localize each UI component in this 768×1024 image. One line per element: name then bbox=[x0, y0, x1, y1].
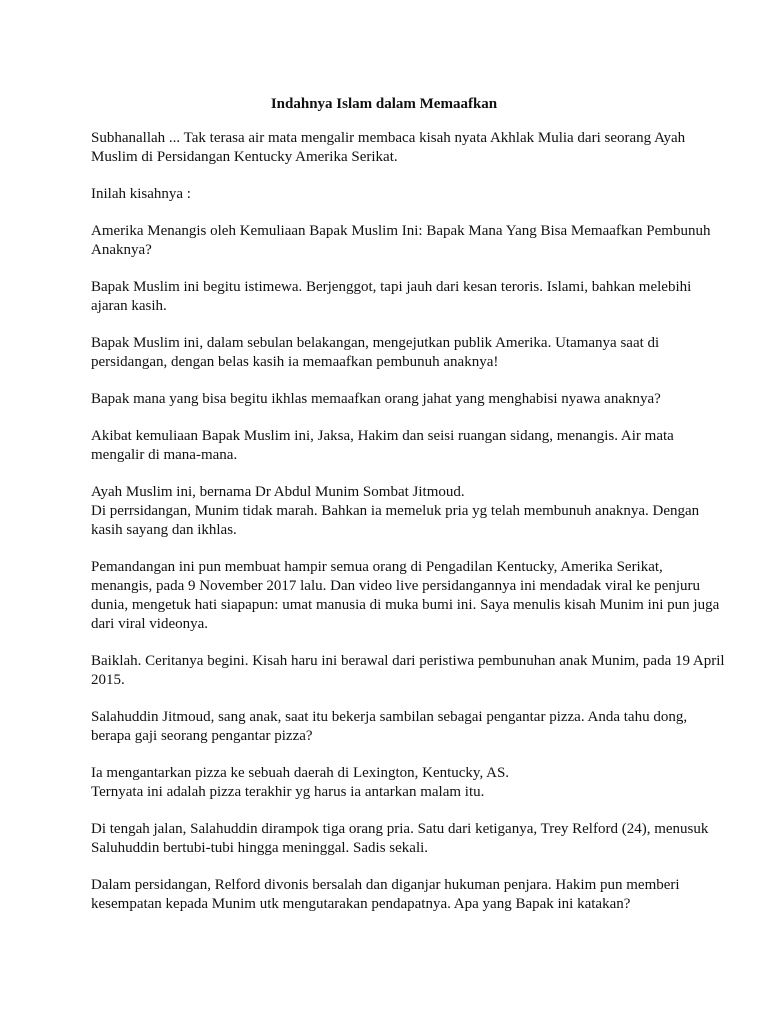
text-line: Amerika Menangis oleh Kemuliaan Bapak Muslim Ini: Bapak Mana Yang Bisa Memaafkan Pembunuh bbox=[91, 223, 711, 239]
text-line: Bapak mana yang bisa begitu ikhlas memaafkan orang jahat yang menghabisi nyawa anaknya? bbox=[91, 391, 661, 407]
text-line: Subhanallah ... Tak terasa air mata mengalir membaca kisah nyata Akhlak Mulia dari seorang Ayah bbox=[91, 130, 686, 146]
text-line: menangis, pada 9 November 2017 lalu. Dan video live persidangannya ini mendadak viral ke penjuru bbox=[91, 578, 700, 594]
text-line: Saluhuddin bertubi-tubi hingga meninggal. Sadis sekali. bbox=[91, 840, 429, 856]
paragraph bbox=[91, 764, 691, 802]
text-line: Bapak Muslim ini begitu istimewa. Berjenggot, tapi jauh dari kesan teroris. Islami, bahkan melebihi bbox=[91, 279, 692, 295]
text-line: Ia mengantarkan pizza ke sebuah daerah di Lexington, Kentucky, AS. bbox=[91, 765, 510, 781]
text-line: Salahuddin Jitmoud, sang anak, saat itu bekerja sambilan sebagai pengantar pizza. Anda tahu dong, bbox=[91, 709, 688, 725]
paragraph bbox=[91, 652, 725, 690]
paragraph bbox=[91, 334, 691, 372]
text-line: ajaran kasih. bbox=[91, 298, 167, 314]
text-line: Akibat kemuliaan Bapak Muslim ini, Jaksa, Hakim dan seisi ruangan sidang, menangis. Air mata bbox=[91, 428, 674, 444]
paragraph bbox=[91, 222, 711, 260]
text-line: dunia, mengetuk hati siapapun: umat manusia di muka bumi ini. Saya menulis kisah Munim ini pun juga bbox=[91, 597, 720, 613]
text-line: Di tengah jalan, Salahuddin dirampok tiga orang pria. Satu dari ketiganya, Trey Relford (24), menusuk bbox=[91, 821, 709, 837]
paragraph bbox=[91, 278, 691, 316]
text-line: Ayah Muslim ini, bernama Dr Abdul Munim Sombat Jitmoud. bbox=[91, 484, 465, 500]
text-line: dari viral videonya. bbox=[91, 616, 209, 632]
text-line: Baiklah. Ceritanya begini. Kisah haru ini berawal dari peristiwa pembunuhan anak Munim, pada 19 April bbox=[91, 653, 725, 669]
text-line: Muslim di Persidangan Kentucky Amerika Serikat. bbox=[91, 149, 398, 165]
text-line: Pemandangan ini pun membuat hampir semua orang di Pengadilan Kentucky, Amerika Serikat, bbox=[91, 559, 663, 575]
text-line: mengalir di mana-mana. bbox=[91, 447, 238, 463]
text-line: kesempatan kepada Munim utk mengutarakan pendapatnya. Apa yang Bapak ini katakan? bbox=[91, 896, 631, 912]
text-line: kasih sayang dan ikhlas. bbox=[91, 522, 237, 538]
paragraph bbox=[91, 558, 720, 634]
text-line: berapa gaji seorang pengantar pizza? bbox=[91, 728, 313, 744]
document-body bbox=[91, 129, 725, 932]
paragraph bbox=[91, 708, 691, 746]
text-line: Anaknya? bbox=[91, 242, 152, 258]
text-line: Bapak Muslim ini, dalam sebulan belakangan, mengejutkan publik Amerika. Utamanya saat di bbox=[91, 335, 660, 351]
paragraph bbox=[91, 876, 691, 914]
paragraph bbox=[91, 390, 691, 409]
paragraph bbox=[91, 129, 691, 167]
text-line: Ternyata ini adalah pizza terakhir yg harus ia antarkan malam itu. bbox=[91, 784, 485, 800]
text-line: 2015. bbox=[91, 672, 125, 688]
paragraph bbox=[91, 427, 691, 465]
document-title: Indahnya Islam dalam Memaafkan bbox=[270, 96, 498, 112]
text-line: Inilah kisahnya : bbox=[91, 186, 191, 202]
text-line: Di perrsidangan, Munim tidak marah. Bahkan ia memeluk pria yg telah membunuh anaknya. Dengan bbox=[91, 503, 700, 519]
paragraph bbox=[91, 483, 700, 540]
text-line: Dalam persidangan, Relford divonis bersalah dan diganjar hukuman penjara. Hakim pun memberi bbox=[91, 877, 680, 893]
paragraph bbox=[91, 820, 709, 858]
paragraph bbox=[91, 185, 691, 204]
text-line: persidangan, dengan belas kasih ia memaafkan pembunuh anaknya! bbox=[91, 354, 499, 370]
